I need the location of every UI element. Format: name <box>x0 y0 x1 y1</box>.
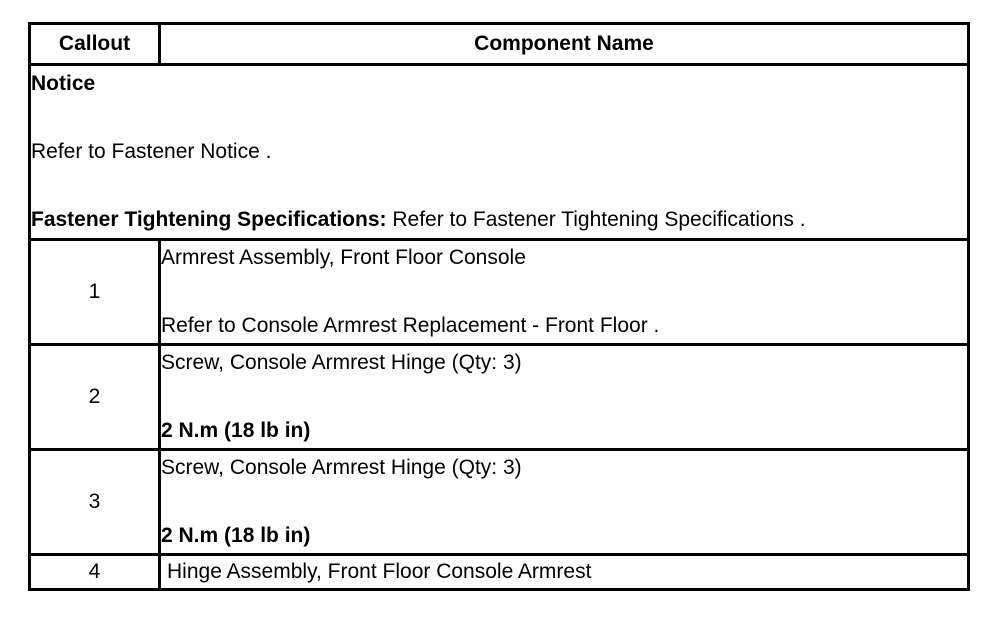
component-table <box>28 22 970 591</box>
table-row <box>30 345 969 450</box>
component-name-header: Component Name <box>160 24 969 65</box>
table-row <box>30 240 969 345</box>
component-cell <box>160 450 969 555</box>
table-row <box>30 450 969 555</box>
notice-cell <box>30 65 969 240</box>
torque-spec: 2 N.m (18 lb in) <box>161 524 311 547</box>
component-cell <box>160 345 969 450</box>
notice-spec-line <box>31 209 967 231</box>
table-row <box>30 555 969 590</box>
notice-spec-label: Fastener Tightening Specifications: <box>31 208 387 231</box>
component-name: Hinge Assembly, Front Floor Console Armrest <box>160 555 969 590</box>
component-name: Armrest Assembly, Front Floor Console <box>161 246 526 269</box>
callout-number: 3 <box>30 450 160 555</box>
component-name: Screw, Console Armrest Hinge (Qty: 3) <box>161 351 522 374</box>
notice-row <box>30 65 969 240</box>
notice-spec-text: Refer to Fastener Tightening Specifications . <box>386 208 806 231</box>
header-row <box>30 24 969 65</box>
callout-header: Callout <box>30 24 160 65</box>
notice-title: Notice <box>31 72 96 95</box>
callout-number: 4 <box>30 555 160 590</box>
torque-spec: 2 N.m (18 lb in) <box>161 419 311 442</box>
component-cell <box>160 240 969 345</box>
callout-number: 1 <box>30 240 160 345</box>
notice-fastener-text: Refer to Fastener Notice . <box>31 140 272 163</box>
component-note: Refer to Console Armrest Replacement - Front Floor . <box>161 314 660 337</box>
component-name: Screw, Console Armrest Hinge (Qty: 3) <box>161 456 522 479</box>
callout-number: 2 <box>30 345 160 450</box>
